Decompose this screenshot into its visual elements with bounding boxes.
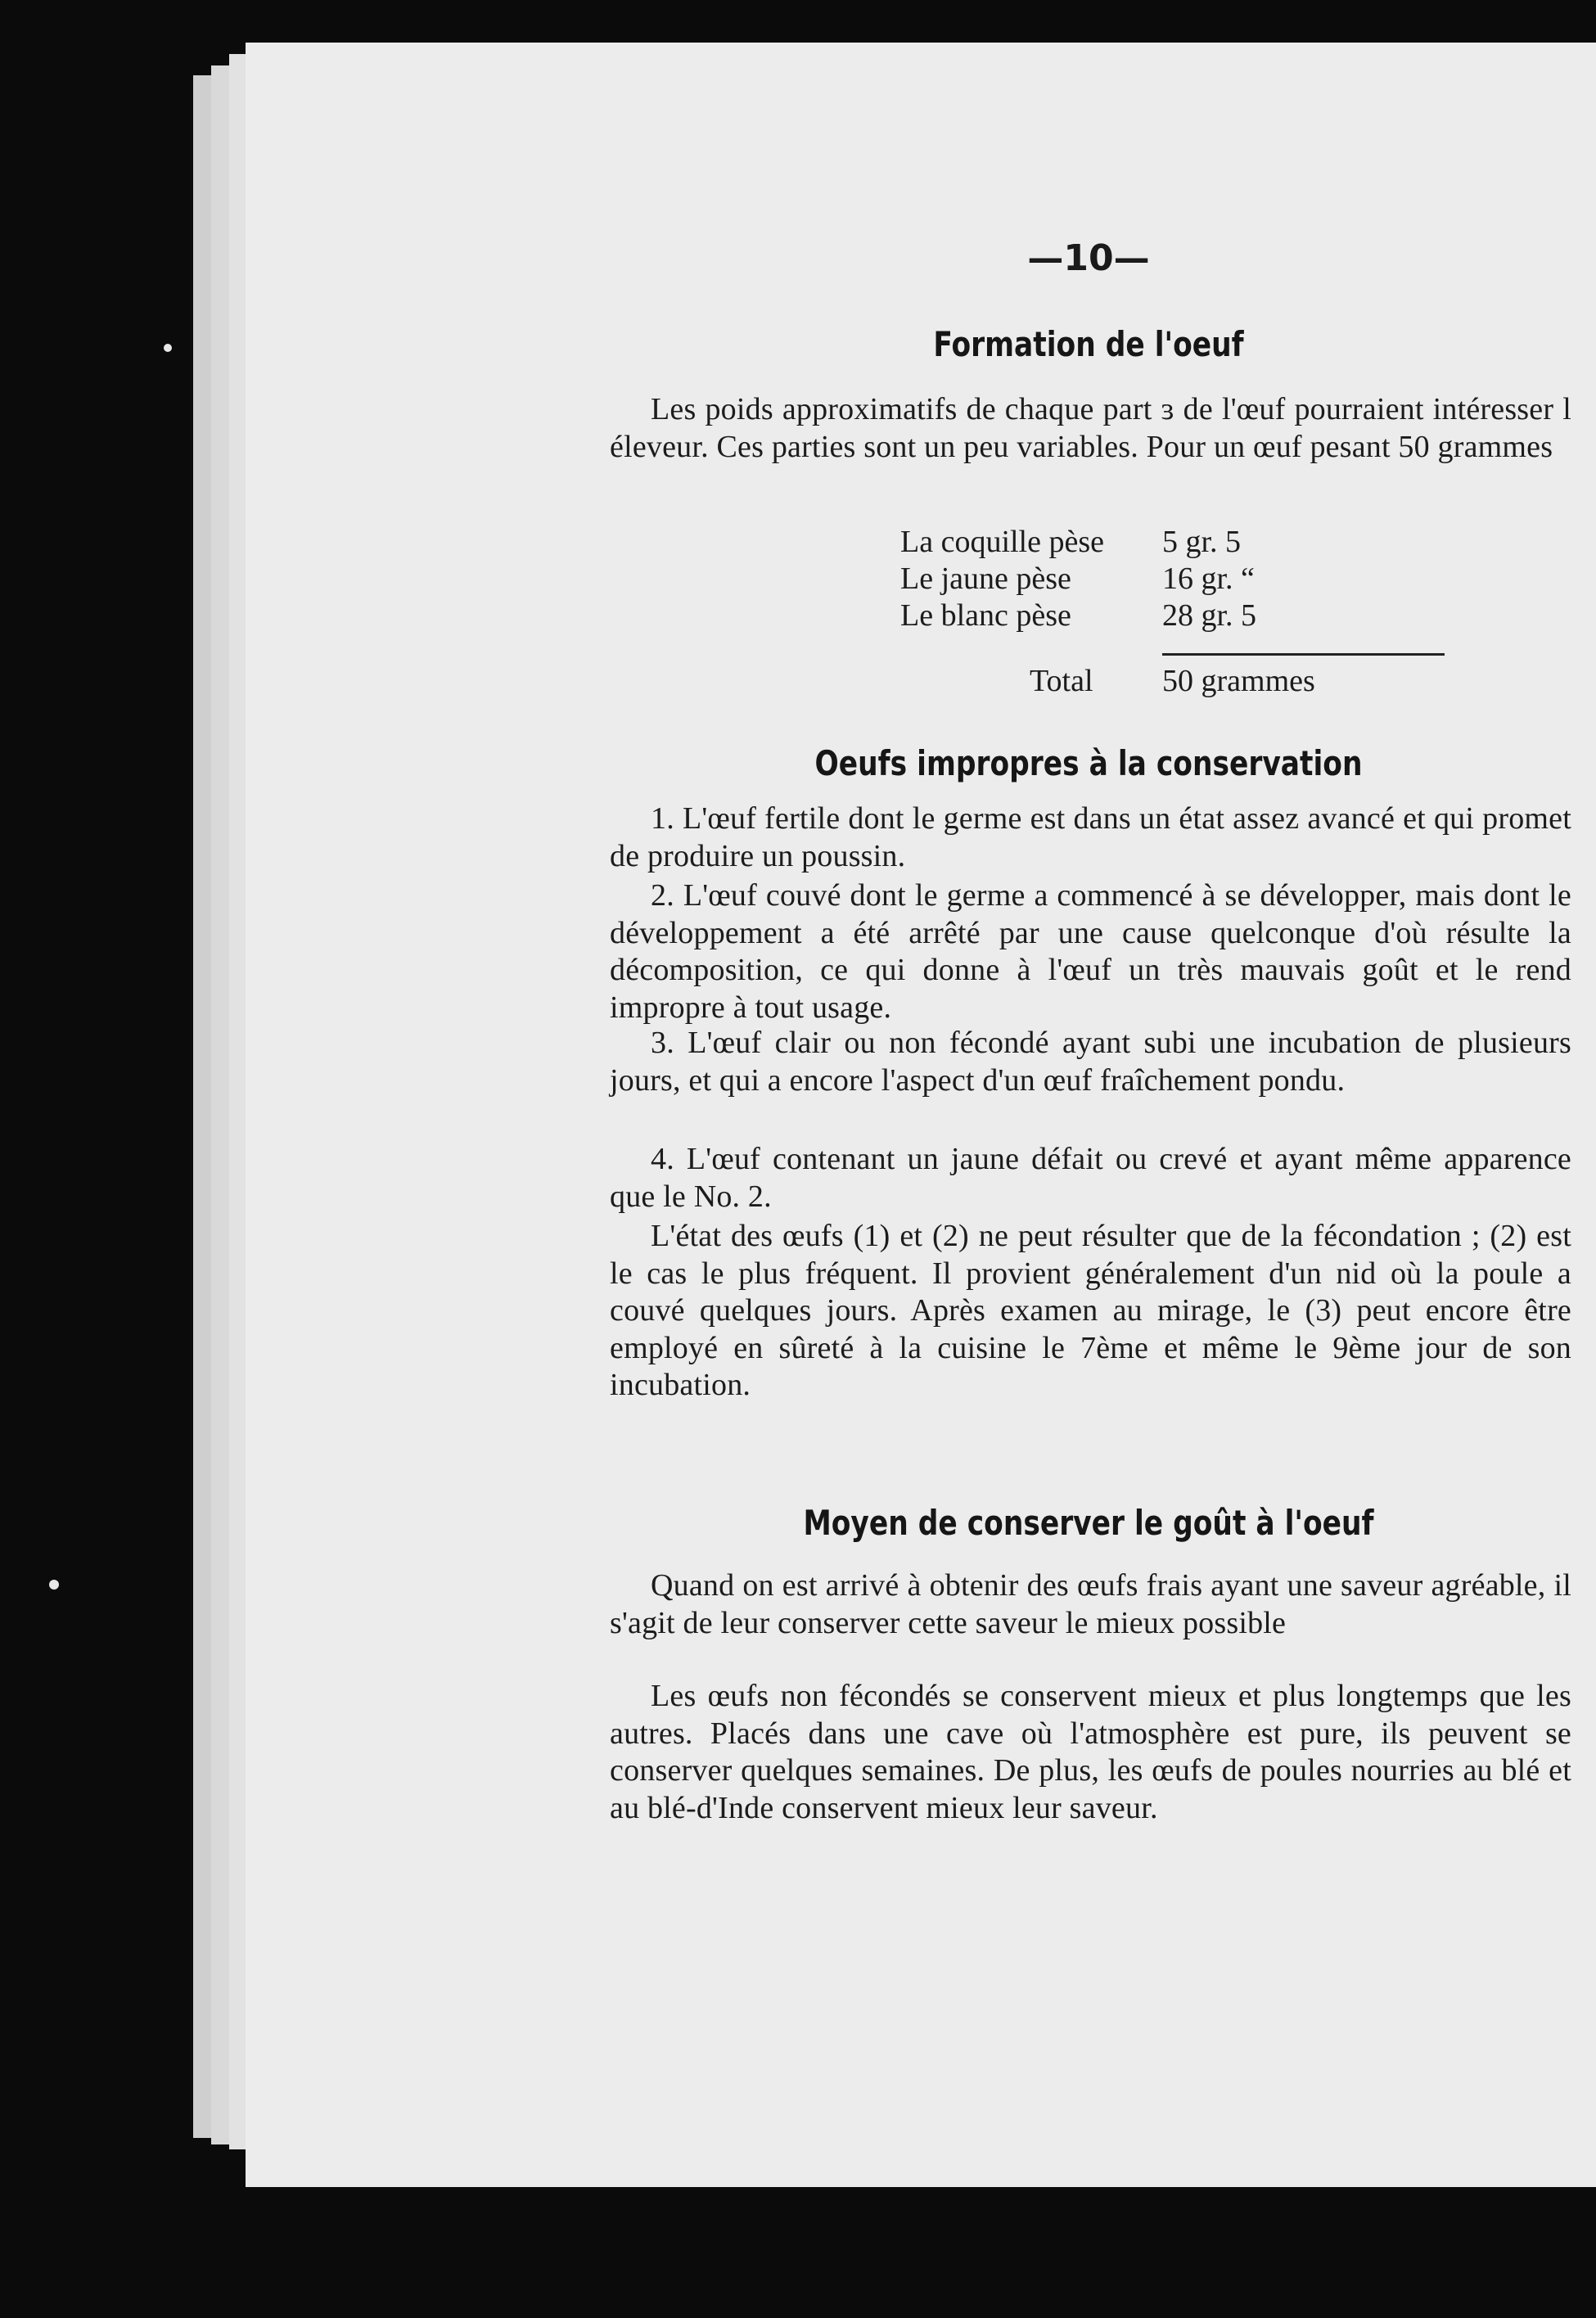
weight-row xyxy=(892,561,1383,598)
weights-table xyxy=(892,524,1383,698)
page-number: —10— xyxy=(1027,237,1150,279)
page xyxy=(246,43,1596,2187)
weight-label: Le blanc pèse xyxy=(900,598,1071,633)
weight-row xyxy=(892,598,1383,634)
intro-paragraph: Les poids approximatifs de chaque part ɜ de l'œuf pourraient intéresser l éleveur. Ces parties sont un peu variables. Pour un œuf pesant 50 grammes xyxy=(610,392,1571,464)
section-heading-impropres: Oeufs impropres à la conservation xyxy=(814,743,1363,783)
list-item: 2. L'œuf couvé dont le germe a commencé à se développer, mais dont le développement a été arrêté par une cause quelconque d'où résulte la décomposition, ce qui donne à l'œuf un très mauvais goût et le rend impropre à tout usage. xyxy=(610,878,1571,1025)
weight-value: 16 gr. “ xyxy=(1162,561,1255,596)
total-label: Total xyxy=(1030,664,1093,698)
weight-label: La coquille pèse xyxy=(900,525,1105,559)
weight-label: Le jaune pèse xyxy=(900,561,1071,596)
section-heading-formation: Formation de l'oeuf xyxy=(933,324,1244,364)
list-item: 4. L'œuf contenant un jaune défait ou crevé et ayant même apparence que le No. 2. xyxy=(610,1142,1571,1214)
weight-row xyxy=(892,524,1383,561)
total-value: 50 grammes xyxy=(1162,664,1315,698)
note-paragraph: L'état des œufs (1) et (2) ne peut résulter que de la fécondation ; (2) est le cas le plus fréquent. Il provient généralement d'un nid où la poule a couvé quelques jours. Après examen au mirage, le (3) peut encore être employé en sûreté à la cuisine le 7ème et même le 9ème jour de son incubation. xyxy=(610,1219,1571,1402)
body-paragraph: Quand on est arrivé à obtenir des œufs frais ayant une saveur agréable, il s'agit de leur conserver cette saveur le mieux possible xyxy=(610,1568,1571,1640)
weight-value: 5 gr. 5 xyxy=(1162,525,1242,559)
weight-value: 28 gr. 5 xyxy=(1162,598,1257,633)
list-item: 3. L'œuf clair ou non fécondé ayant subi une incubation de plusieurs jours, et qui a encore l'aspect d'un œuf fraîchement pondu. xyxy=(610,1026,1571,1098)
section-heading-moyen: Moyen de conserver le goût à l'oeuf xyxy=(803,1503,1374,1543)
dust-speck xyxy=(49,1580,59,1590)
list-item: 1. L'œuf fertile dont le germe est dans un état assez avancé et qui promet de produire un poussin. xyxy=(610,801,1571,873)
sum-rule xyxy=(1162,653,1445,656)
body-paragraph: Les œufs non fécondés se conservent mieux et plus longtemps que les autres. Placés dans une cave où l'atmosphère est pure, ils peuvent se conserver quelques semaines. De plus, les œufs de poules nourries au blé et au blé-d'Inde conservent mieux leur saveur. xyxy=(610,1679,1571,1825)
dust-speck xyxy=(164,344,172,352)
